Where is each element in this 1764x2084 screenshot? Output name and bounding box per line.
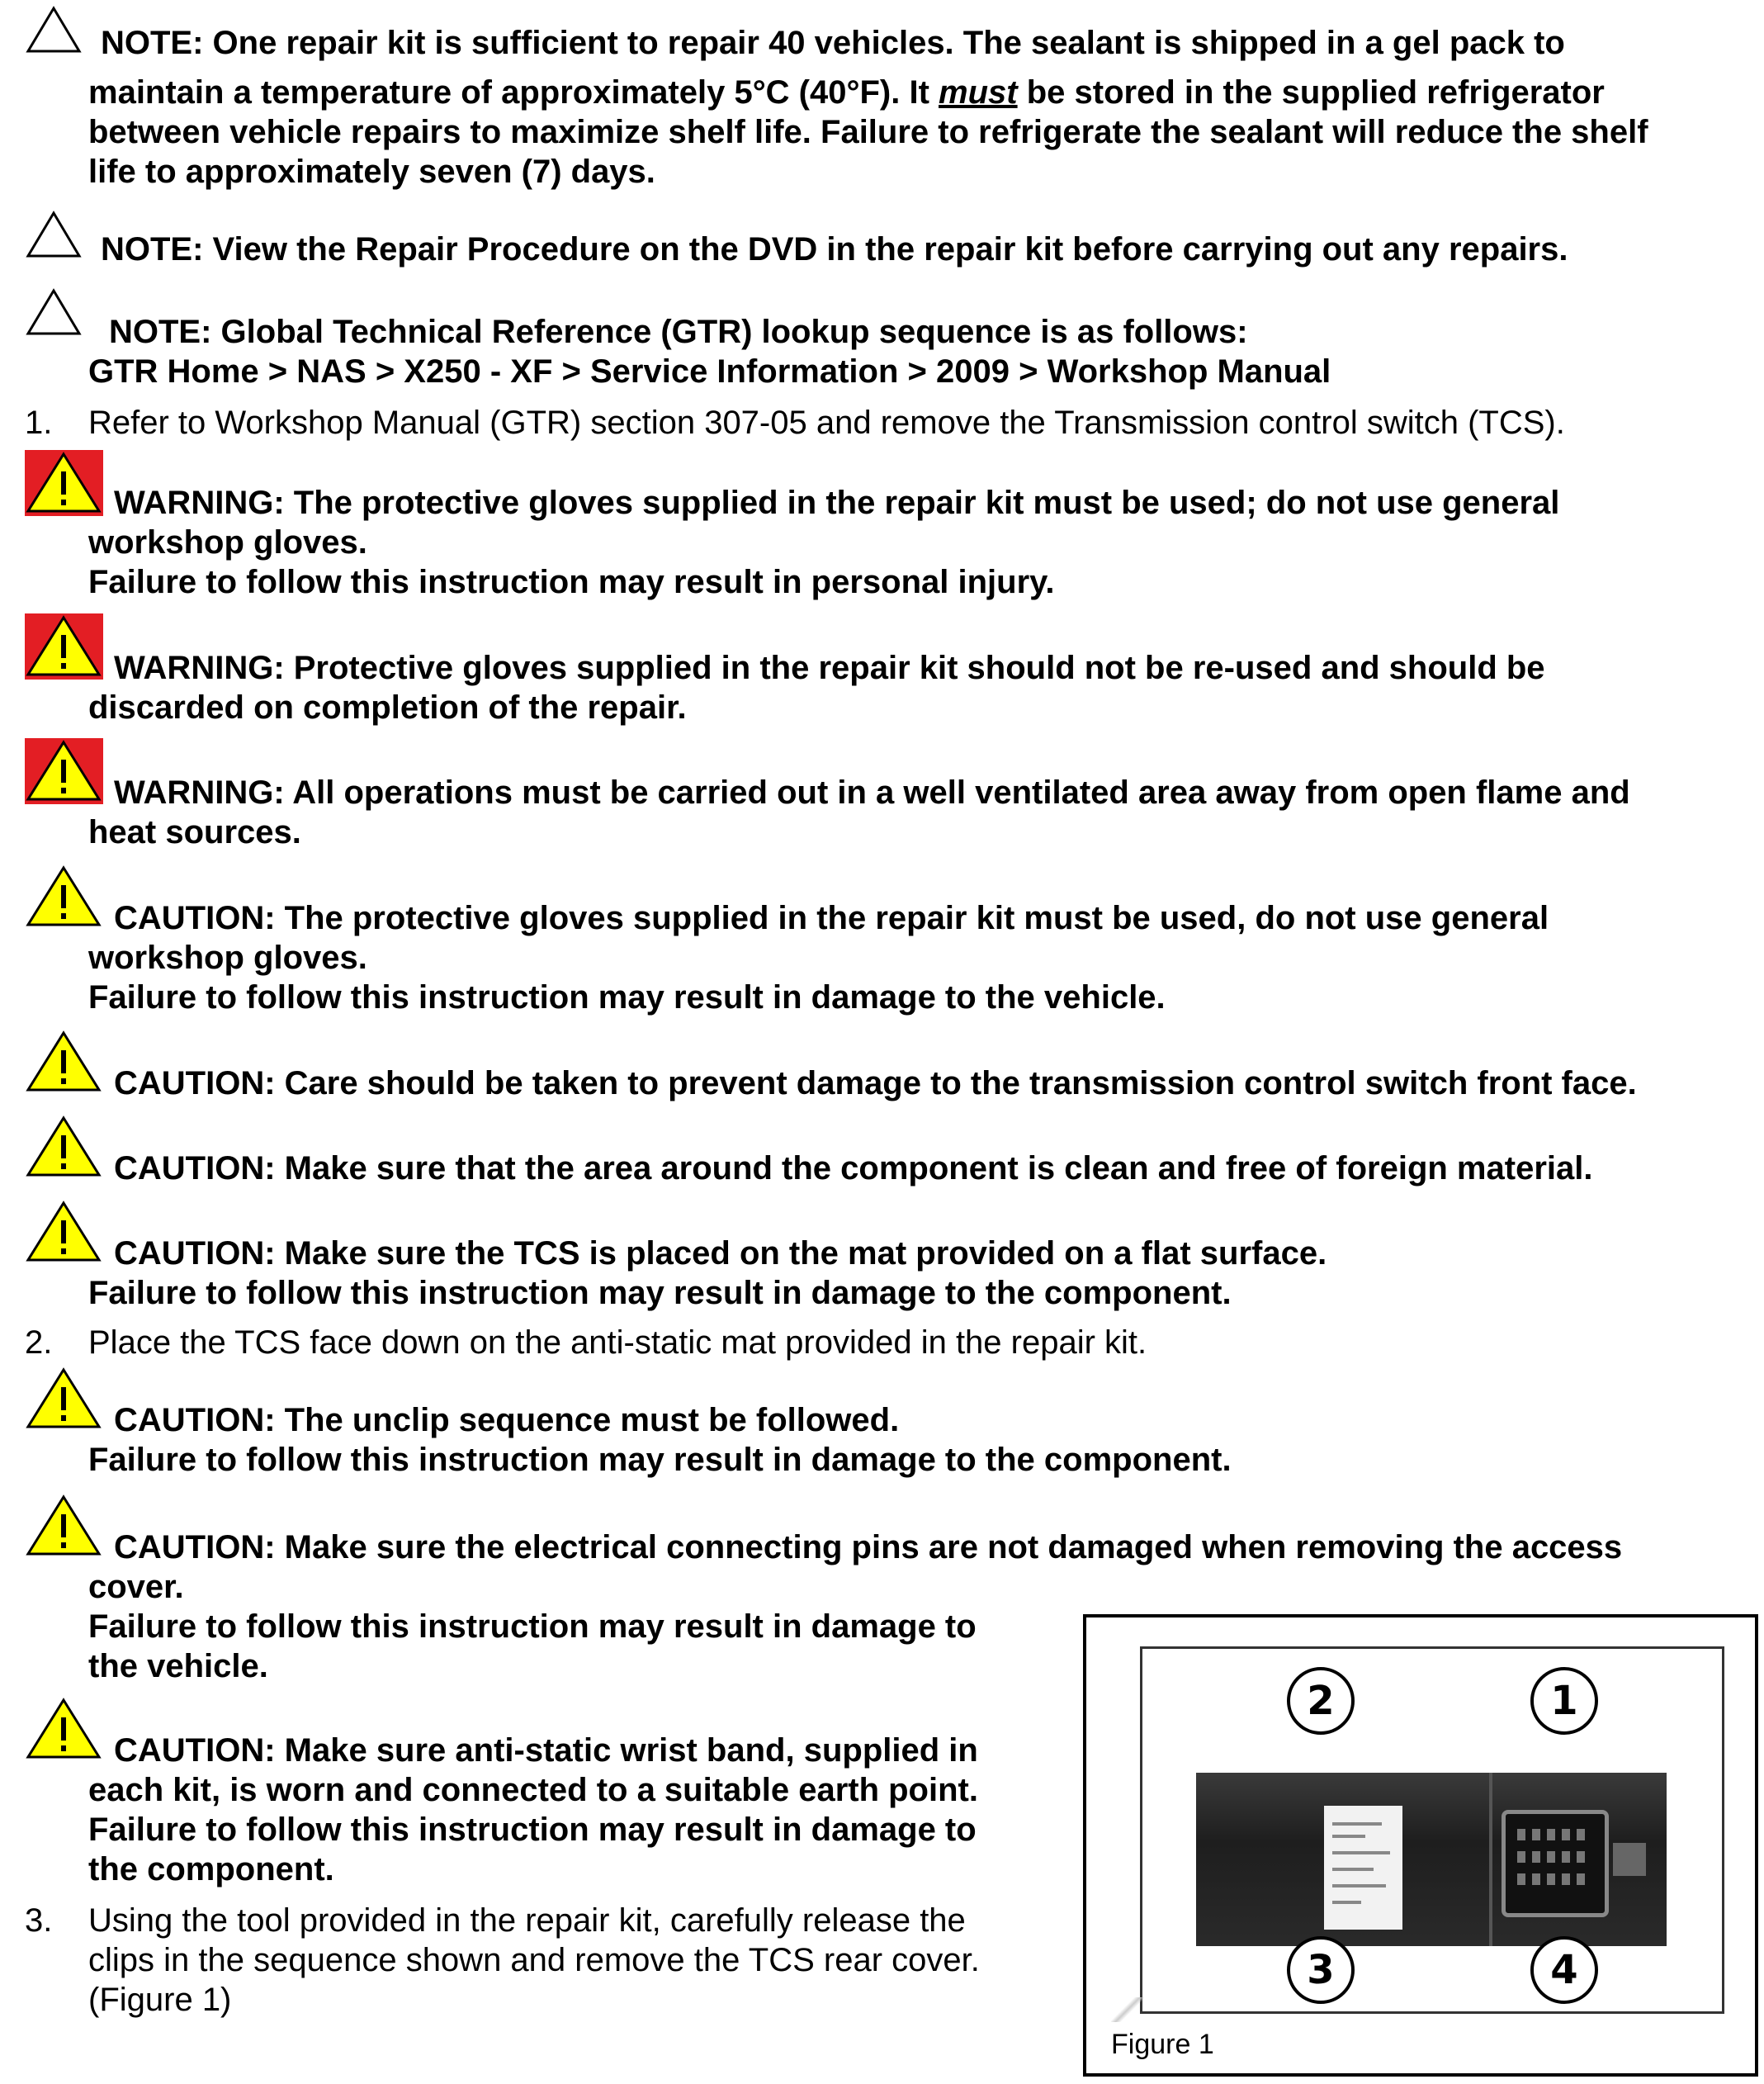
caution-icon (25, 1029, 103, 1095)
figure-1 (1083, 1614, 1758, 2077)
caution-1-line-2: workshop gloves. (88, 940, 367, 976)
caution-7-line-4: the component. (88, 1851, 334, 1887)
caution-3 (25, 1149, 1592, 1188)
caution-5-line-2: Failure to follow this instruction may result in damage to the component. (88, 1442, 1232, 1478)
step-1-text: Refer to Workshop Manual (GTR) section 307-05 and remove the Transmission control switch (TCS). (88, 405, 1565, 441)
caution-icon (25, 1696, 103, 1762)
warning-3-line-1: WARNING: All operations must be carried out in a well ventilated area away from open flame and (114, 774, 1630, 811)
note-triangle-icon (25, 287, 83, 337)
step-number: 2. (25, 1324, 53, 1361)
step-3-line-1: Using the tool provided in the repair kit, carefully release the (88, 1902, 966, 1939)
step-1 (25, 403, 1565, 443)
caution-4 (25, 1234, 1327, 1313)
warning-icon (25, 613, 103, 680)
caution-5-line-1: CAUTION: The unclip sequence must be followed. (114, 1402, 900, 1438)
note-1 (25, 23, 1648, 192)
note-2 (25, 230, 1568, 269)
image-corner-mark (1111, 1997, 1144, 2022)
caution-icon (25, 1493, 103, 1559)
note-3-line-1: NOTE: Global Technical Reference (GTR) lookup sequence is as follows: (109, 314, 1248, 350)
callout-3: 3 (1287, 1936, 1355, 2004)
electrical-connector (1502, 1810, 1609, 1917)
note-3 (25, 312, 1331, 391)
caution-6-line-4: the vehicle. (88, 1648, 268, 1684)
caution-4-line-2: Failure to follow this instruction may result in damage to the component. (88, 1275, 1232, 1311)
figure-image-frame (1140, 1646, 1724, 2014)
callout-2: 2 (1287, 1667, 1355, 1735)
caution-icon (25, 864, 103, 930)
caution-3-line-1: CAUTION: Make sure that the area around the component is clean and free of foreign material. (114, 1150, 1593, 1186)
note-3-line-2: GTR Home > NAS > X250 - XF > Service Information > 2009 > Workshop Manual (88, 353, 1331, 390)
caution-1-line-3: Failure to follow this instruction may result in damage to the vehicle. (88, 979, 1166, 1016)
warning-icon (25, 450, 103, 516)
step-number: 1. (25, 405, 53, 441)
caution-7-line-1: CAUTION: Make sure anti-static wrist band, supplied in (114, 1732, 978, 1769)
caution-5 (25, 1400, 1232, 1480)
warning-2-line-1: WARNING: Protective gloves supplied in the repair kit should not be re-used and should be (114, 650, 1545, 686)
caution-icon (25, 1366, 103, 1432)
warning-3-line-2: heat sources. (88, 814, 301, 850)
step-number: 3. (25, 1902, 53, 1939)
callout-1: 1 (1530, 1667, 1598, 1735)
step-3 (25, 1901, 980, 2020)
caution-2-line-1: CAUTION: Care should be taken to prevent damage to the transmission control switch front face. (114, 1065, 1637, 1101)
transmission-control-switch-image (1196, 1773, 1667, 1946)
caution-4-line-1: CAUTION: Make sure the TCS is placed on the mat provided on a flat surface. (114, 1235, 1327, 1272)
warning-1-line-3: Failure to follow this instruction may result in personal injury. (88, 564, 1055, 600)
note-1-line-4: life to approximately seven (7) days. (88, 154, 655, 190)
caution-icon (25, 1114, 103, 1180)
emphasis-must: must (939, 74, 1018, 111)
caution-1 (25, 898, 1549, 1017)
step-3-line-2: clips in the sequence shown and remove the TCS rear cover. (88, 1942, 980, 1978)
warning-2 (25, 648, 1545, 727)
caution-2 (25, 1063, 1637, 1103)
step-3-line-3: (Figure 1) (88, 1982, 232, 2018)
note-2-line-1: NOTE: View the Repair Procedure on the DVD in the repair kit before carrying out any repairs. (101, 231, 1568, 268)
step-2-text: Place the TCS face down on the anti-static mat provided in the repair kit. (88, 1324, 1147, 1361)
note-triangle-icon (25, 5, 83, 54)
callout-4: 4 (1530, 1936, 1598, 2004)
caution-7-line-2: each kit, is worn and connected to a suitable earth point. (88, 1772, 978, 1808)
caution-7 (25, 1731, 978, 1889)
note-1-line-2: maintain a temperature of approximately 5°C (40°F). It must be stored in the supplied refrigerator (88, 74, 1605, 111)
caution-1-line-1: CAUTION: The protective gloves supplied in the repair kit must be used, do not use general (114, 900, 1549, 936)
note-1-line-3: between vehicle repairs to maximize shelf life. Failure to refrigerate the sealant will reduce the shelf (88, 114, 1648, 150)
note-triangle-icon (25, 210, 83, 259)
warning-2-line-2: discarded on completion of the repair. (88, 689, 687, 726)
part-label-sticker (1324, 1806, 1402, 1930)
warning-1 (25, 483, 1559, 602)
warning-icon (25, 738, 103, 804)
caution-7-line-3: Failure to follow this instruction may result in damage to (88, 1812, 977, 1848)
caution-6-line-1: CAUTION: Make sure the electrical connecting pins are not damaged when removing the access (114, 1529, 1623, 1565)
caution-6-line-2: cover. (88, 1569, 184, 1605)
warning-1-line-2: workshop gloves. (88, 524, 367, 561)
warning-1-line-1: WARNING: The protective gloves supplied in the repair kit must be used; do not use general (114, 485, 1560, 521)
caution-6-line-3: Failure to follow this instruction may result in damage to (88, 1608, 977, 1645)
figure-caption: Figure 1 (1111, 2029, 1214, 2060)
note-1-line-1: NOTE: One repair kit is sufficient to repair 40 vehicles. The sealant is shipped in a gel pack to (101, 25, 1565, 61)
step-2 (25, 1323, 1147, 1362)
warning-3 (25, 773, 1630, 852)
caution-icon (25, 1199, 103, 1265)
